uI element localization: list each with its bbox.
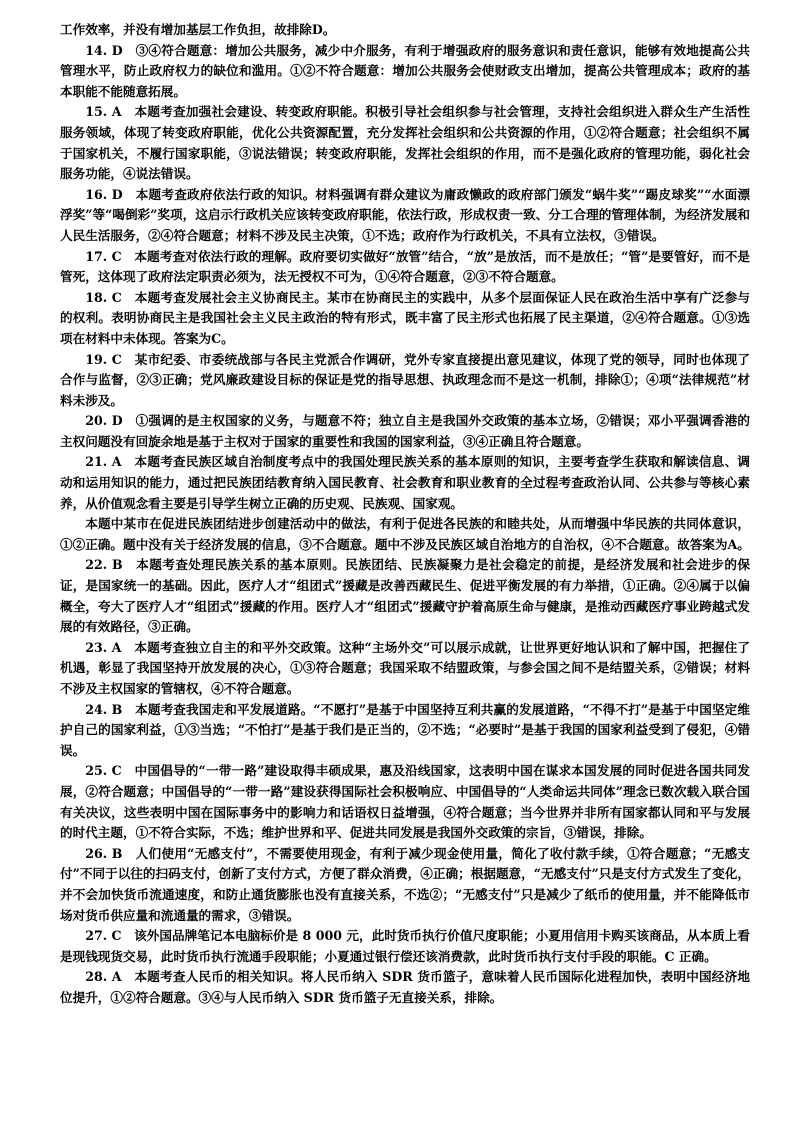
answer-23: 23. A 本题考查独立自主的和平外交政策。这种“主场外交”可以展示成就，让世界更好地认识和了解中国，把握住了机遇，彰显了我国坚持开放发展的决心，①③符合题意；我国采取不结盟政策，与参会国之间不是结盟关系，②错误；材料不涉及主权国家的管辖权，④不符合题意。: [60, 639, 750, 696]
answer-18: 18. C 本题考查发展社会主义协商民主。某市在协商民主的实践中，从多个层面保证人民在政治生活中享有广泛参与的权利。表明协商民主是我国社会主义民主政治的特有形式，既丰富了民主形式也拓展了民主渠道，②④符合题意。①③选项在材料中未体现。答案为C。: [60, 289, 750, 346]
answer-17: 17. C 本题考查对依法行政的理解。政府要切实做好“放管”结合，“放”是放活，而不是放任；“管”是要管好，而不是管死，这体现了政府法定职责必须为，法无授权不可为，①④符合题意，②③不符合题意。: [60, 248, 750, 285]
answer-21: 21. A 本题考查民族区域自治制度考点中的我国处理民族关系的基本原则的知识，主要考查学生获取和解读信息、调动和运用知识的能力，通过把民族团结教育纳入国民教育、社会教育和职业教育的全过程考查政治认同、公共参与等核心素养，从价值观念看主要是引导学生树立正确的历史观、民族观、国家观。: [60, 454, 750, 511]
answer-16: 16. D 本题考查政府依法行政的知识。材料强调有群众建议为庸政懒政的政府部门颁发“蜗牛奖”“踢皮球奖”“水面漂浮奖”等“喝倒彩”奖项，这启示行政机关应该转变政府职能，依法行政，形成权责一致、分工合理的管理体制，为经济发展和人民生活服务，②④符合题意；材料不涉及民主决策，①不选；政府作为行政机关，不具有立法权，③错误。: [60, 186, 750, 243]
answer-14: 14. D ③④符合题意：增加公共服务，减少中介服务，有利于增强政府的服务意识和责任意识，能够有效地提高公共管理水平，防止政府权力的缺位和滥用。①②不符合题意：增加公共服务会使财政支出增加，提高公共管理成本；政府的基本职能不能随意拓展。: [60, 42, 750, 99]
answer-19: 19. C 某市纪委、市委统战部与各民主党派合作调研，党外专家直接提出意见建议，体现了党的领导，同时也体现了合作与监督，②③正确；党风廉政建设目标的保证是党的指导思想、执政理念而不是这一机制，排除①；④项“法律规范”材料未涉及。: [60, 351, 750, 408]
answer-22: 22. B 本题考查处理民族关系的基本原则。民族团结、民族凝聚力是社会稳定的前提，是经济发展和社会进步的保证，是国家统一的基础。因此，医疗人才“组团式”援藏是改善西藏民生、促进平衡发展的有力举措，①正确。②④属于以偏概全，夸大了医疗人才“组团式”援藏的作用。医疗人才“组团式”援藏守护着高原生命与健康，是推动西藏医疗事业跨越式发展的有效路径，③正确。: [60, 557, 750, 635]
answer-20: 20. D ①强调的是主权国家的义务，与题意不符；独立自主是我国外交政策的基本立场，②错误；邓小平强调香港的主权问题没有回旋余地是基于主权对于国家的重要性和我国的国家利益，③④正确且符合题意。: [60, 413, 750, 449]
answer-27: 27. C 该外国品牌笔记本电脑标价是 8 000 元，此时货币执行价值尺度职能；小夏用信用卡购买该商品，从本质上看是现钱现货交易，此时货币执行流通手段职能；小夏通过银行偿还该消费款，此时货币执行支付手段的职能。C 正确。: [60, 928, 750, 964]
paragraph-continuation: 工作效率，并没有增加基层工作负担，故排除D。: [60, 22, 336, 37]
answer-25: 25. C 中国倡导的“一带一路”建设取得丰硕成果，惠及沿线国家，这表明中国在谋求本国发展的同时促进各国共同发展，②符合题意；中国倡导的“一带一路”建设获得国际社会积极响应、中国倡导的“人类命运共同体”理念已数次载入联合国有关决议，这些表明中国在国际事务中的影响力和话语权日益增强，④符合题意；当今世界并非所有国家都认同和平与发展的时代主题，①不符合实际，不选；维护世界和平、促进共同发展是我国外交政策的宗旨，③错误，排除。: [60, 763, 750, 841]
answer-26: 26. B 人们使用“无感支付”，不需要使用现金，有利于减少现金使用量，简化了收付款手续，①符合题意；“无感支付”不同于以往的扫码支付，创新了支付方式，方便了群众消费，④正确；根据题意，“无感支付”只是支付方式发生了变化，并不会加快货币流通速度，和防止通货膨胀也没有直接关系，不选②；“无感支付”只是减少了纸币的使用量，并不能降低市场对货币供应量和流通量的需求，③错误。: [60, 845, 750, 923]
answer-21-continued: 本题中某市在促进民族团结进步创建活动中的做法，有利于促进各民族的和睦共处，从而增强中华民族的共同体意识，①②正确。题中没有关于经济发展的信息，③不合题意。题中不涉及民族区域自治地方的自治权，④不合题意。故答案为A。: [60, 516, 750, 552]
answer-15: 15. A 本题考查加强社会建设、转变政府职能。积极引导社会组织参与社会管理，支持社会组织进入群众生产生活性服务领域，体现了转变政府职能，优化公共资源配置，充分发挥社会组织和公共资源的作用，①②符合题意；社会组织不属于国家机关，不履行国家职能，③说法错误；转变政府职能，发挥社会组织的作用，而不是强化政府的管理功能，弱化社会服务功能，④说法错误。: [60, 104, 750, 182]
answer-28: 28. A 本题考查人民币的相关知识。将人民币纳入 SDR 货币篮子，意味着人民币国际化进程加快，表明中国经济地位提升，①②符合题意。③④与人民币纳入 SDR 货币篮子无直接关系，排除。: [60, 969, 750, 1005]
answer-24: 24. B 本题考查我国走和平发展道路。“不愿打”是基于中国坚持互利共赢的发展道路，“不得不打”是基于中国坚定维护自己的国家利益，①③当选；“不怕打”是基于我们是正当的，②不选；“必要时”是基于我国的国家利益受到了侵犯，④错误。: [60, 701, 750, 758]
